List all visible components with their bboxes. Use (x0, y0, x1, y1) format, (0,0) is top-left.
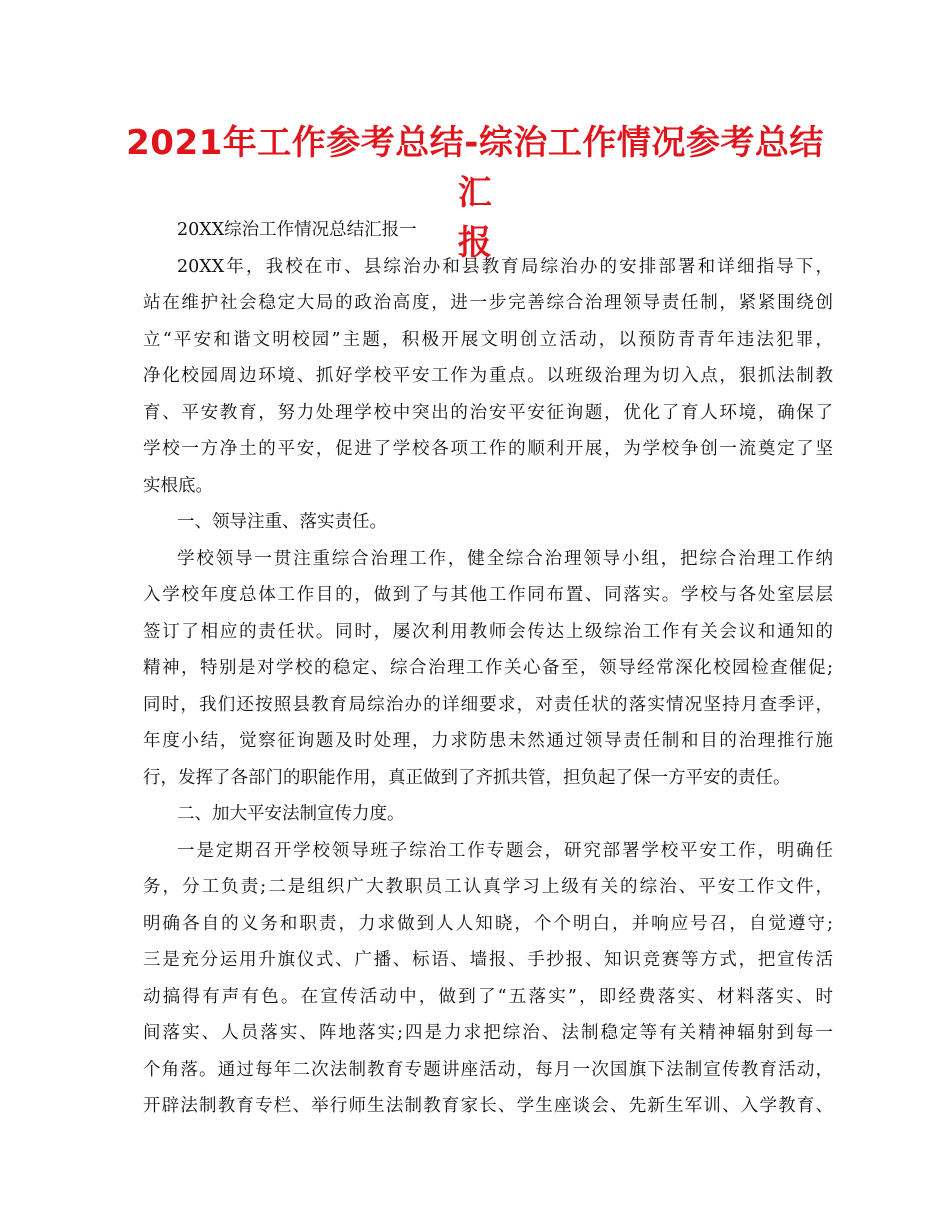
heading-2-paragraph (143, 796, 833, 833)
text-line: 净化校园周边环境、抓好学校平安工作为重点。以班级治理为切入点，狠抓法制教 (143, 366, 833, 386)
section-heading-1: 一、领导注重、落实责任。 (177, 512, 387, 532)
text-line: 行，发挥了各部门的职能作用，真正做到了齐抓共管，担负起了保一方平安的责任。 (143, 767, 791, 788)
text-line: 年度小结，觉察征询题及时处理，力求防患未然通过领导责任制和目的治理推行施 (143, 731, 833, 751)
text-line: 动搞得有声有色。在宣传活动中，做到了“五落实”，即经费落实、材料落实、时 (143, 986, 833, 1007)
text-line: 学校领导一贯注重综合治理工作，健全综合治理领导小组，把综合治理工作纳 (177, 548, 833, 569)
title-line-2: 报 (457, 223, 493, 263)
text-line: 站在维护社会稳定大局的政治高度，进一步完善综合治理领导责任制，紧紧围绕创 (143, 293, 833, 313)
title-line-1: 2021年工作参考总结-综治工作情况参考总结汇 (126, 123, 824, 213)
section-heading-2: 二、加大平安法制宣传力度。 (177, 804, 405, 824)
text-line: 育、平安教育，努力处理学校中突出的治安平安征询题，优化了育人环境，确保了 (143, 402, 833, 423)
text-line: 间落实、人员落实、阵地落实;四是力求把综治、法制稳定等有关精神辐射到每一 (143, 1023, 833, 1043)
document-body (143, 212, 833, 1125)
text-line: 精神，特别是对学校的稳定、综合治理工作关心备至，领导经常深化校园检查催促; (143, 658, 833, 678)
text-line: 实根底。 (143, 475, 213, 496)
text-line: 三是充分运用升旗仪式、广播、标语、墙报、手抄报、知识竞赛等方式，把宣传活 (143, 950, 833, 970)
text-line: 明确各自的义务和职责，力求做到人人知晓，个个明白，并响应号召，自觉遵守; (143, 913, 833, 934)
text-line: 同时，我们还按照县教育局综治办的详细要求，对责任状的落实情况坚持月查季评， (143, 694, 833, 715)
paragraph-2 (143, 833, 833, 1125)
section-label: 20XX综治工作情况总结汇报一 (177, 220, 417, 240)
text-line: 一是定期召开学校领导班子综治工作专题会，研究部署学校平安工作，明确任 (177, 840, 833, 861)
text-line: 入学校年度总体工作目的，做到了与其他工作同布置、同落实。学校与各处室层层 (143, 585, 833, 605)
text-line: 个角落。通过每年二次法制教育专题讲座活动，每月一次国旗下法制宣传教育活动， (143, 1059, 833, 1080)
text-line: 签订了相应的责任状。同时，屡次利用教师会传达上级综治工作有关会议和通知的 (143, 621, 833, 642)
heading-1-paragraph (143, 504, 833, 541)
text-line: 学校一方净土的平安，促进了学校各项工作的顺利开展，为学校争创一流奠定了坚 (143, 439, 833, 459)
intro-paragraph (143, 249, 833, 505)
paragraph-1 (143, 541, 833, 797)
text-line: 务，分工负责;二是组织广大教职员工认真学习上级有关的综治、平安工作文件， (143, 877, 833, 897)
text-line: 20XX年，我校在市、县综治办和县教育局综治办的安排部署和详细指导下， (177, 256, 833, 277)
section-label-paragraph (143, 212, 833, 249)
text-line: 立“平安和谐文明校园”主题，积极开展文明创立活动，以预防青青年违法犯罪， (143, 329, 833, 350)
text-line: 开辟法制教育专栏、举行师生法制教育家长、学生座谈会、先新生军训、入学教育、 (143, 1096, 833, 1116)
